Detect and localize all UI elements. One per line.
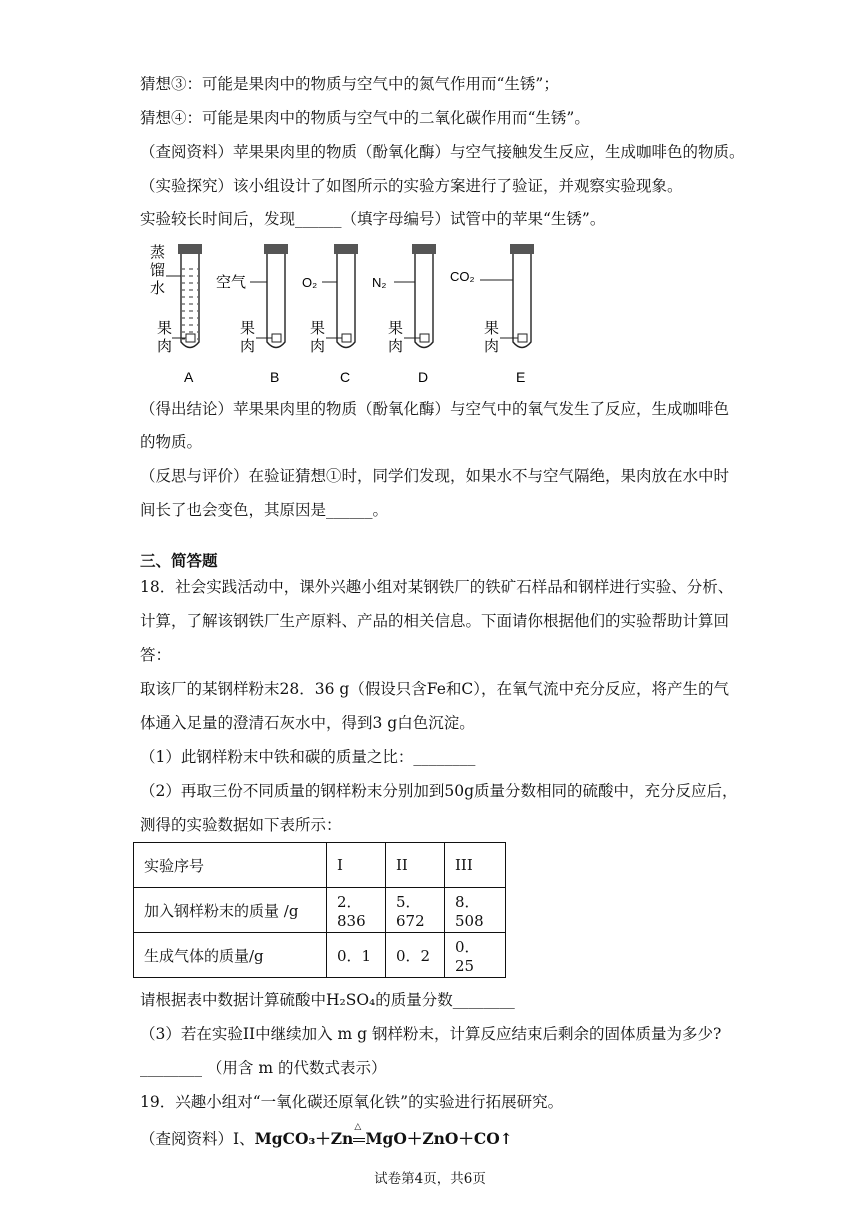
table-cell: 8．508 — [445, 888, 506, 933]
text-line: ________ （用含 m 的代数式表示） — [140, 1059, 387, 1077]
text-line: 的物质。 — [140, 433, 203, 451]
table-cell: 生成气体的质量/g — [134, 933, 327, 978]
gas-label-e: CO₂ — [450, 269, 475, 284]
a-label-1: 蒸 — [150, 244, 166, 261]
letter-b: B — [270, 369, 280, 385]
equation-reactants: MgCO₃＋Zn — [254, 1129, 354, 1148]
flesh-label-a-2: 肉 — [157, 338, 173, 355]
letter-d: D — [418, 369, 429, 385]
table-cell: II — [386, 843, 445, 888]
tube-e — [510, 244, 534, 348]
flesh-label-c-1: 果 — [310, 320, 326, 337]
text-line: 实验较长时间后，发现______（填字母编号）试管中的苹果“生锈”。 — [140, 210, 606, 228]
letter-e: E — [516, 369, 526, 385]
text-line: 19．兴趣小组对“一氧化碳还原氧化铁”的实验进行拓展研究。 — [140, 1093, 564, 1111]
chemical-equation — [140, 1122, 513, 1149]
table-cell: I — [327, 843, 386, 888]
text-line: 间长了也会变色，其原因是______。 — [140, 501, 389, 519]
text-line: 18．社会实践活动中，课外兴趣小组对某钢铁厂的铁矿石样品和钢样进行实验、分析、 — [140, 578, 734, 596]
a-label-3: 水 — [150, 280, 166, 297]
heat-condition: △ — [354, 1122, 362, 1132]
text-line: （2）再取三份不同质量的钢样粉末分别加到50g质量分数相同的硫酸中，充分反应后， — [140, 782, 738, 800]
table-row — [134, 888, 506, 933]
flesh-label-b-1: 果 — [240, 320, 256, 337]
gas-label-d: N₂ — [372, 275, 387, 290]
tube-b — [264, 244, 288, 348]
text-line: 猜想③：可能是果肉中的物质与空气中的氮气作用而“生锈”； — [140, 75, 559, 93]
table-cell: 实验序号 — [134, 843, 327, 888]
table-cell: 0．1 — [327, 933, 386, 978]
text-line: 体通入足量的澄清石灰水中，得到3 g白色沉淀。 — [140, 714, 475, 732]
text-line: （得出结论）苹果果肉里的物质（酚氧化酶）与空气中的氧气发生了反应，生成咖啡色 — [140, 400, 730, 418]
table-cell: 0．25 — [445, 933, 506, 978]
text-line: 猜想④：可能是果肉中的物质与空气中的二氧化碳作用而“生锈”。 — [140, 109, 590, 127]
flesh-label-c-2: 肉 — [310, 338, 326, 355]
gas-label-b: 空气 — [216, 274, 247, 291]
gas-label-c: O₂ — [302, 275, 318, 290]
text-line: （3）若在实验II中继续加入 m g 钢样粉末，计算反应结束后剩余的固体质量为多少? — [140, 1025, 722, 1043]
flesh-label-b-2: 肉 — [240, 338, 256, 355]
equation-products: MgO＋ZnO＋CO↑ — [365, 1129, 513, 1148]
flesh-label-d-2: 肉 — [388, 338, 404, 355]
table-row — [134, 933, 506, 978]
section-heading: 三、简答题 — [140, 551, 218, 570]
text-line: 请根据表中数据计算硫酸中H₂SO₄的质量分数________ — [140, 991, 515, 1009]
text-line: 取该厂的某钢样粉末28．36 g（假设只含Fe和C），在氧气流中充分反应，将产生的气 — [140, 680, 729, 698]
flesh-label-a-1: 果 — [157, 320, 173, 337]
letter-c: C — [340, 369, 351, 385]
tube-d — [412, 244, 436, 348]
page-footer: 试卷第4页，共6页 — [374, 1171, 486, 1187]
table-cell: 0．2 — [386, 933, 445, 978]
tube-a — [178, 244, 202, 348]
table-cell: 5．672 — [386, 888, 445, 933]
data-table — [133, 842, 506, 978]
text-line: （查阅资料）苹果果肉里的物质（酚氧化酶）与空气接触发生反应，生成咖啡色的物质。 — [140, 143, 745, 161]
letter-a: A — [184, 369, 194, 385]
table-row — [134, 843, 506, 888]
text-line: （反思与评价）在验证猜想①时，同学们发现，如果水不与空气隔绝，果肉放在水中时 — [140, 467, 730, 485]
flesh-label-d-1: 果 — [388, 320, 404, 337]
equation-prefix: （查阅资料）Ⅰ、 — [140, 1130, 255, 1148]
text-line: 答： — [140, 646, 172, 664]
flesh-label-e-1: 果 — [484, 320, 500, 337]
tube-c — [334, 244, 358, 348]
text-line: 测得的实验数据如下表所示： — [140, 816, 342, 834]
text-line: （实验探究）该小组设计了如图所示的实验方案进行了验证，并观察实验现象。 — [140, 177, 683, 195]
text-line: （1）此钢样粉末中铁和碳的质量之比：________ — [140, 748, 476, 766]
table-cell: III — [445, 843, 506, 888]
flesh-label-e-2: 肉 — [484, 338, 500, 355]
table-cell: 2．836 — [327, 888, 386, 933]
table-cell: 加入钢样粉末的质量 /g — [134, 888, 327, 933]
text-line: 计算，了解该钢铁厂生产原料、产品的相关信息。下面请你根据他们的实验帮助计算回 — [140, 612, 730, 630]
a-label-2: 馏 — [150, 262, 166, 279]
test-tube-figure — [140, 238, 560, 388]
